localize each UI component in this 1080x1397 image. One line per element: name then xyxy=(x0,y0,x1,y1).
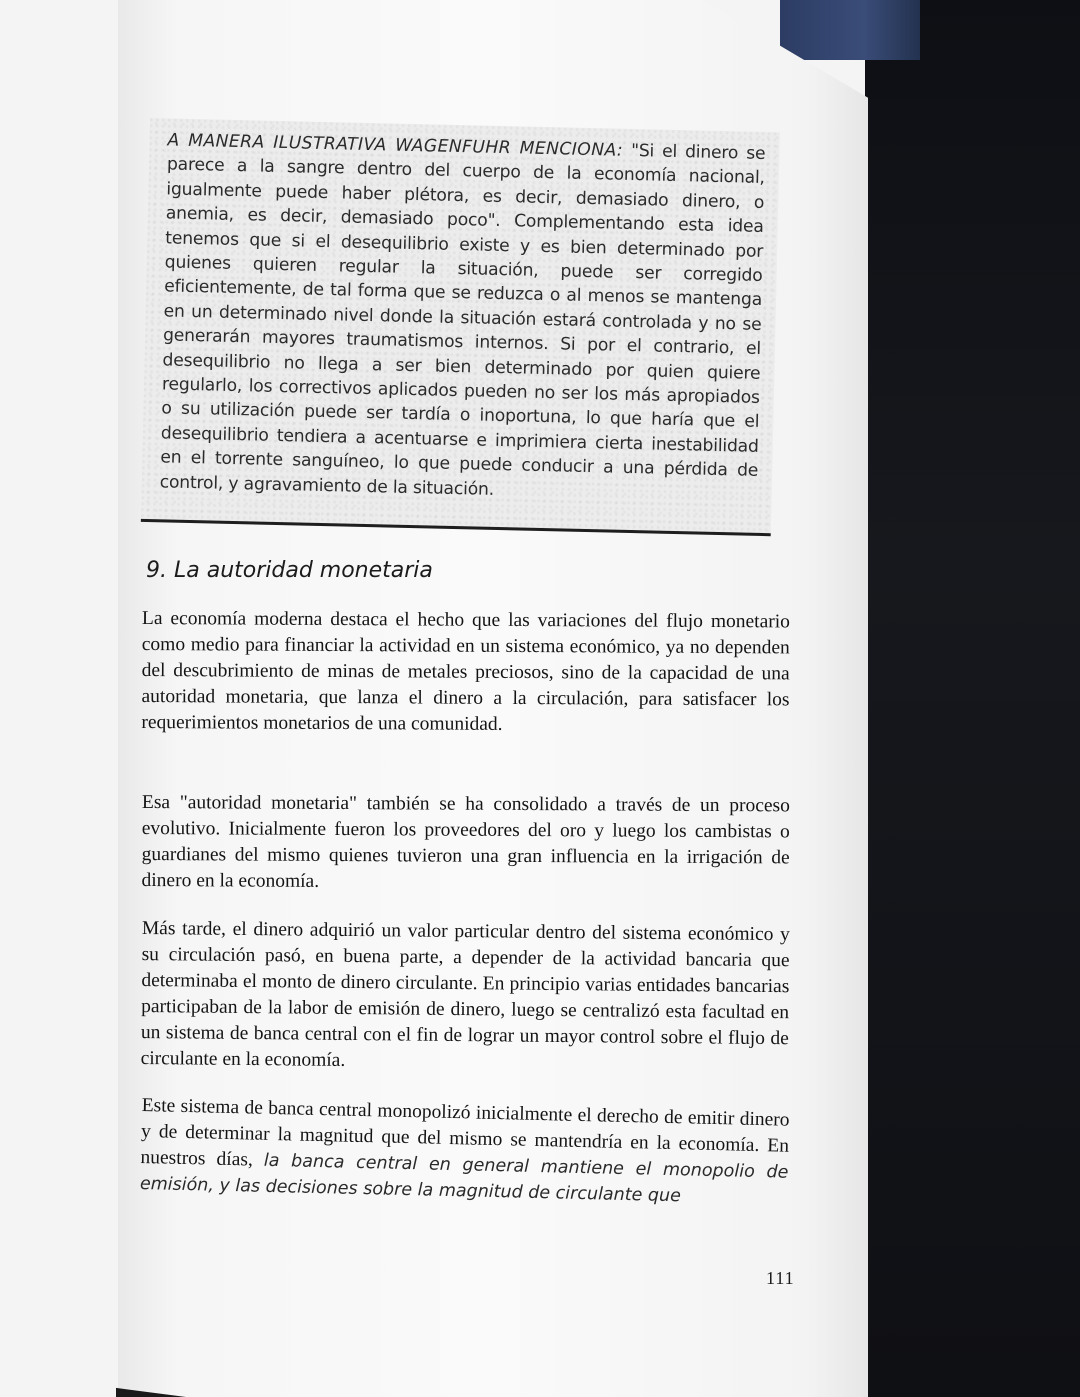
blue-background xyxy=(780,0,920,60)
paragraph-4-regular: Este sistema de banca central monopolizó inicialmente el derecho de emitir dinero y de determinar la magnitud que del mismo se mantendría en la economía. En nuestros días, xyxy=(140,1094,790,1171)
page-number: 111 xyxy=(766,1268,795,1288)
section-title: 9. La autoridad monetaria xyxy=(146,558,433,583)
paragraph-1: La economía moderna destaca el hecho que las variaciones del flujo monetario como medio para financiar la actividad en un sistema económico, ya no dependen del descubrimiento de minas de metales preciosos, sino de la capacidad de una autoridad monetaria, que lanza el dinero a la circulación, para satisfacer los requerimientos monetarios de una comunidad. xyxy=(141,608,790,735)
paragraph-4-italic: la banca central en general mantiene el monopolio de emisión, y las decisiones sobre la magnitud de circulante que xyxy=(139,1150,789,1207)
paragraph-3: Más tarde, el dinero adquirió un valor particular dentro del sistema económico y su circulación pasó, en buena parte, a depender de la actividad bancaria que determinaba el monto de dinero circulante. En principio varias entidades bancarias participaban de la labor de emisión de dinero, luego se centralizó esta facultad en un sistema de banca central con el fin de lograr un mayor control sobre el flujo de circulante en la economía. xyxy=(140,917,790,1071)
quote-lead: A MANERA ILUSTRATIVA WAGENFUHR MENCIONA: xyxy=(167,130,624,161)
paragraph-4 xyxy=(140,1093,790,1212)
quote-paragraph xyxy=(159,128,765,508)
paragraph-2: Esa "autoridad monetaria" también se ha consolidado a través de un proceso evolutivo. Inicialmente fueron los proveedores del oro y luego los cambistas o guardianes del mismo quienes tuvieron una gran influencia en la irrigación de dinero en la economía. xyxy=(141,792,790,892)
quote-box xyxy=(141,118,780,536)
quote-body: "Si el dinero se parece a la sangre dentro del cuerpo de la economía nacional, igualmente puede haber plétora, es decir, demasiado dinero, o anemia, es decir, demasiado poco". Complementando esta idea tenemos que si el desequilibrio existe y es bien determinado por quienes quieren regular la situación, puede ser corregido eficientemente, de tal forma que se reduzca o al menos se mantenga en un determinado nivel donde la situación estará controlada y no se generarán mayores traumatismos internos. Si por el contrario, el desequilibrio no llega a ser bien determinado por quien quiere regularlo, los correctivos aplicados pueden no ser los más apropiados o su utilización puede ser tardía o inoportuna, lo que haría que el desequilibrio tendiera a acentuarse e imprimiera cierta inestabilidad en el torrente sanguíneo, lo que puede conducir a una pérdida de control, y agravamiento de la situación. xyxy=(159,140,766,500)
dark-background xyxy=(865,0,1080,1397)
